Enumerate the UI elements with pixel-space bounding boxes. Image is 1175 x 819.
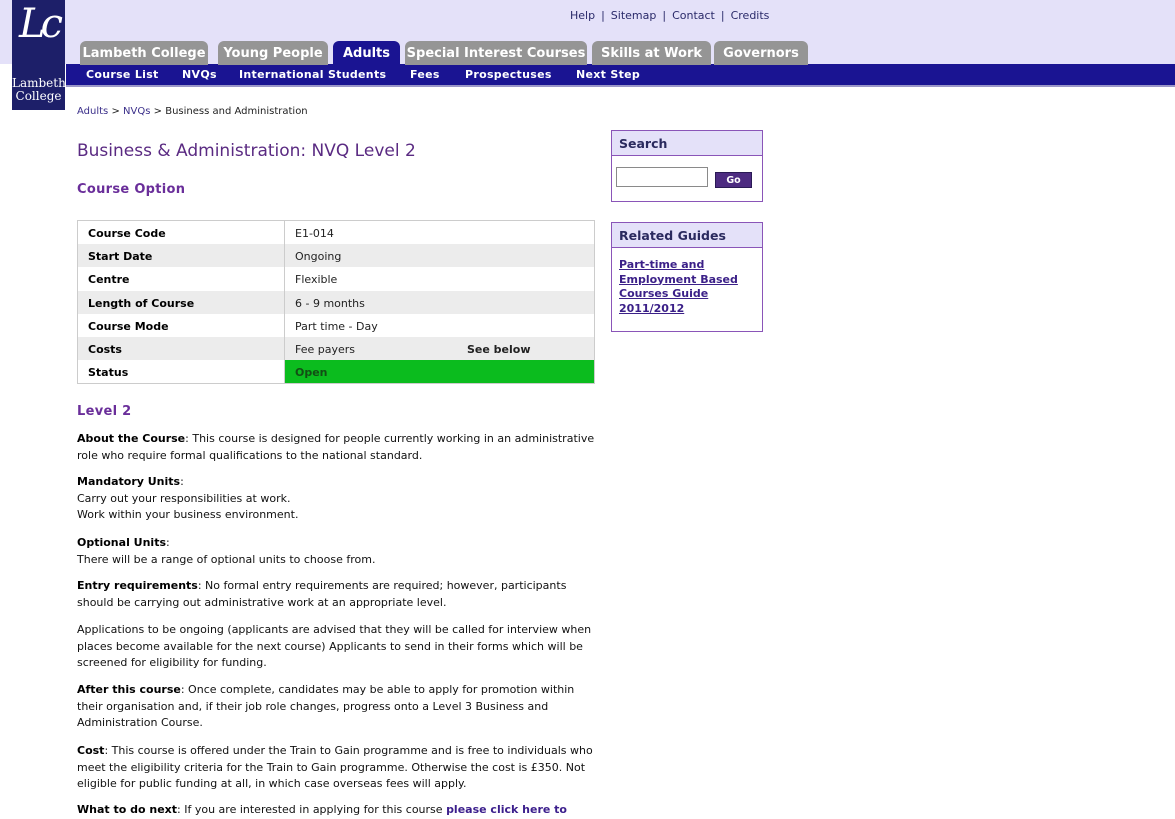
- go-button[interactable]: Go: [715, 172, 752, 188]
- optional-label: Optional Units: [77, 536, 167, 549]
- subnav-course-list[interactable]: Course List: [86, 68, 159, 81]
- subnav-underline: [66, 85, 1175, 87]
- column-divider: [284, 221, 285, 383]
- subnav-next-step[interactable]: Next Step: [576, 68, 641, 81]
- related-guides-title: Related Guides: [612, 223, 762, 248]
- subnav-fees[interactable]: Fees: [410, 68, 440, 81]
- college-logo[interactable]: [12, 0, 65, 110]
- utility-separator: |: [720, 9, 725, 22]
- utility-separator: |: [601, 9, 605, 22]
- subnav-nvqs[interactable]: NVQs: [182, 68, 217, 81]
- row-value: 6 - 9 months: [295, 297, 365, 310]
- utility-links: [564, 9, 775, 22]
- level-heading: Level 2: [77, 404, 132, 419]
- optional-text: There will be a range of optional units to choose from.: [77, 552, 376, 566]
- breadcrumb-current: Business and Administration: [165, 106, 308, 117]
- row-value: Flexible: [295, 273, 338, 286]
- search-input[interactable]: [616, 167, 708, 187]
- tab-lambeth-college[interactable]: Lambeth College: [80, 41, 208, 65]
- tab-governors[interactable]: Governors: [714, 41, 808, 65]
- tab-young-people[interactable]: Young People: [218, 41, 328, 65]
- mandatory-unit-2: Work within your business environment.: [77, 508, 299, 522]
- guide-link[interactable]: Part-time and Employment Based Courses Guide 2011/2012: [619, 258, 738, 315]
- table-row: [78, 314, 594, 337]
- search-title: Search: [612, 131, 762, 156]
- after-text: : Once complete, candidates may be able to apply for promotion within their organisation and, if their job role changes, progress onto a Level 3 Business and Administration Course.: [77, 683, 575, 730]
- next-label: What to do next: [77, 803, 178, 816]
- mandatory-paragraph: Mandatory Units: Carry out your responsibilities at work. Work within your business environment.: [77, 475, 299, 522]
- row-label: Status: [88, 366, 129, 379]
- logo-word-2: College: [15, 89, 62, 103]
- row-value-secondary: See below: [467, 343, 531, 356]
- mandatory-unit-1: Carry out your responsibilities at work.: [77, 491, 291, 505]
- status-value: Open: [295, 366, 328, 379]
- subnav-international-students[interactable]: International Students: [239, 68, 387, 81]
- search-box: [611, 130, 763, 202]
- utility-separator: |: [662, 9, 667, 22]
- table-row: [78, 267, 594, 290]
- tab-special-interest-courses[interactable]: Special Interest Courses: [405, 41, 587, 65]
- row-label: Course Code: [88, 227, 166, 240]
- breadcrumb-separator: >: [153, 106, 163, 117]
- next-text: : If you are interested in applying for this course: [177, 803, 447, 816]
- row-label: Costs: [88, 343, 122, 356]
- table-row: [78, 291, 594, 314]
- logo-monogram: Lc: [19, 1, 58, 47]
- entry-paragraph: [77, 578, 602, 611]
- table-row: [78, 244, 594, 267]
- cost-text: : This course is offered under the Train to Gain programme and is free to individuals who meet the eligibility criteria for the Train to Gain programme. Otherwise the cost is £350. Not eligible for public funding at all, in which case overseas fees will apply.: [77, 744, 593, 791]
- optional-paragraph: Optional Units: There will be a range of optional units to choose from.: [77, 536, 376, 566]
- row-label: Centre: [88, 273, 130, 286]
- subnav-prospectuses[interactable]: Prospectuses: [465, 68, 552, 81]
- row-value: Fee payers: [295, 343, 356, 356]
- row-value: Ongoing: [295, 250, 342, 263]
- row-label: Start Date: [88, 250, 153, 263]
- entry-text: : No formal entry requirements are required; however, participants should be carrying out administrative work at an appropriate level.: [77, 579, 567, 609]
- breadcrumb-adults[interactable]: Adults: [77, 106, 109, 117]
- mandatory-label: Mandatory Units: [77, 475, 181, 488]
- table-row: [78, 221, 594, 244]
- after-label: After this course: [77, 683, 181, 696]
- table-row: [78, 337, 594, 360]
- page-title: Business & Administration: NVQ Level 2: [77, 141, 416, 161]
- after-course-paragraph: [77, 682, 602, 732]
- course-option-heading: Course Option: [77, 182, 186, 197]
- breadcrumb-separator: >: [111, 106, 120, 117]
- course-details-table: [77, 220, 595, 384]
- credits-link[interactable]: Credits: [730, 9, 770, 22]
- about-paragraph: [77, 431, 602, 464]
- next-steps-paragraph: [77, 802, 602, 819]
- row-value: Part time - Day: [295, 320, 378, 333]
- help-link[interactable]: Help: [570, 9, 596, 22]
- sitemap-link[interactable]: Sitemap: [610, 9, 657, 22]
- breadcrumb: [77, 106, 308, 117]
- cost-label: Cost: [77, 744, 105, 757]
- cost-paragraph: [77, 743, 602, 793]
- apply-link[interactable]: please click here to: [446, 803, 567, 816]
- tab-skills-at-work[interactable]: Skills at Work: [592, 41, 711, 65]
- row-value: E1-014: [295, 227, 334, 240]
- tab-adults[interactable]: Adults: [333, 41, 400, 65]
- about-label: About the Course: [77, 432, 186, 445]
- applications-paragraph: Applications to be ongoing (applicants are advised that they will be called for interview when places become available for the next course) Applicants to send in their forms which will be screened for eligibility for funding.: [77, 623, 592, 670]
- status-badge: [285, 360, 594, 383]
- related-guides-box: [611, 222, 763, 332]
- logo-word-1: Lambeth: [12, 76, 66, 90]
- about-text: : This course is designed for people currently working in an administrative role who require formal qualifications to the national standard.: [77, 432, 595, 462]
- contact-link[interactable]: Contact: [672, 9, 715, 22]
- row-label: Course Mode: [88, 320, 169, 333]
- entry-label: Entry requirements: [77, 579, 198, 592]
- row-label: Length of Course: [88, 297, 195, 310]
- breadcrumb-nvqs[interactable]: NVQs: [123, 106, 151, 117]
